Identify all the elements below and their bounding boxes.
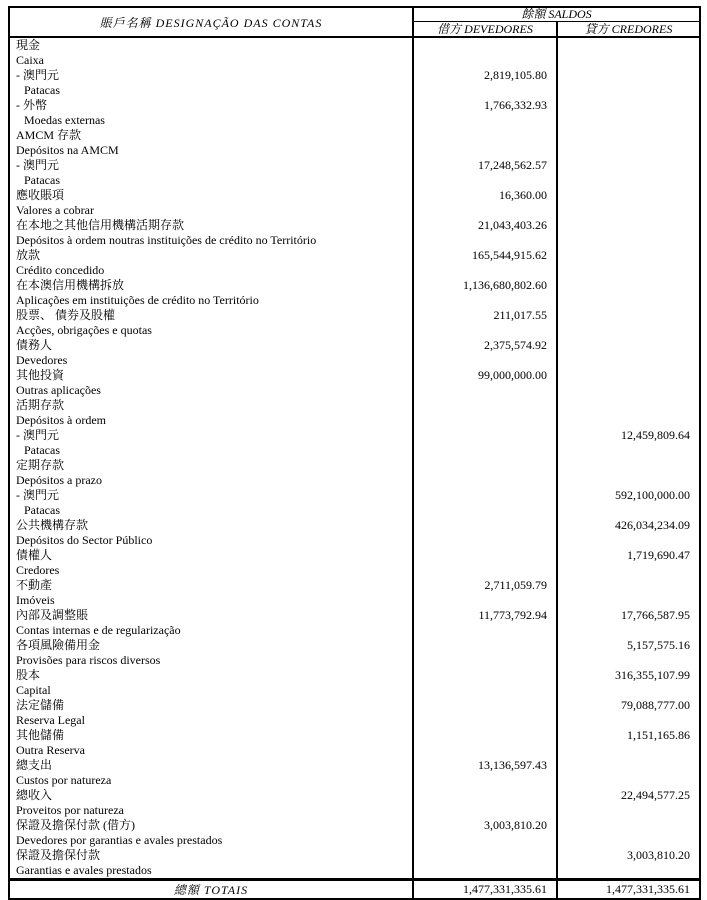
credit-amount-cell bbox=[557, 758, 700, 788]
account-name-zh: 法定儲備 bbox=[16, 698, 65, 712]
account-name-zh: - 澳門元 bbox=[16, 158, 59, 172]
account-name-zh: 應收賬項 bbox=[16, 188, 65, 202]
credit-amount-cell bbox=[557, 158, 700, 188]
debit-amount-cell bbox=[413, 428, 557, 458]
credit-amount-cell bbox=[557, 68, 700, 98]
account-row bbox=[9, 698, 700, 728]
account-name-zh: 定期存款 bbox=[16, 458, 65, 472]
col-header-credit: 貸方 CREDORES bbox=[584, 22, 673, 36]
account-row bbox=[9, 608, 700, 638]
account-name-pt: Acções, obrigações e quotas bbox=[16, 323, 152, 337]
account-name-pt: Devedores bbox=[16, 353, 68, 367]
account-name-cell bbox=[9, 458, 413, 488]
account-name-zh: 放款 bbox=[16, 248, 41, 262]
account-name-pt: Moedas externas bbox=[24, 113, 105, 127]
account-name-zh: - 澳門元 bbox=[16, 488, 59, 502]
account-name-zh: 債務人 bbox=[16, 338, 53, 352]
account-name-cell bbox=[9, 188, 413, 218]
credit-amount-cell bbox=[557, 278, 700, 308]
account-name-zh: 股本 bbox=[16, 668, 41, 682]
account-name-pt: Depósitos na AMCM bbox=[16, 143, 119, 157]
account-name-pt: Reserva Legal bbox=[16, 713, 85, 727]
account-row bbox=[9, 308, 700, 338]
account-name-pt: Patacas bbox=[24, 83, 60, 97]
credit-amount-cell bbox=[557, 248, 700, 278]
debit-amount-cell: 2,711,059.79 bbox=[413, 578, 557, 608]
account-name-cell bbox=[9, 218, 413, 248]
account-name-zh: 總支出 bbox=[16, 758, 53, 772]
debit-amount-cell bbox=[413, 848, 557, 880]
account-row bbox=[9, 728, 700, 758]
debit-amount-cell bbox=[413, 698, 557, 728]
account-row bbox=[9, 128, 700, 158]
account-name-pt: Devedores por garantias e avales prestados bbox=[16, 833, 223, 847]
debit-amount-cell: 13,136,597.43 bbox=[413, 758, 557, 788]
debit-amount-cell bbox=[413, 398, 557, 428]
account-name-cell bbox=[9, 668, 413, 698]
account-row bbox=[9, 37, 700, 68]
debit-amount-cell: 1,136,680,802.60 bbox=[413, 278, 557, 308]
account-name-zh: 公共機構存款 bbox=[16, 518, 89, 532]
account-name-zh: 不動產 bbox=[16, 578, 53, 592]
debit-amount-cell: 2,819,105.80 bbox=[413, 68, 557, 98]
account-row bbox=[9, 188, 700, 218]
credit-amount-cell bbox=[557, 398, 700, 428]
debit-amount-cell bbox=[413, 548, 557, 578]
debit-amount-cell: 3,003,810.20 bbox=[413, 818, 557, 848]
account-name-cell bbox=[9, 638, 413, 668]
credit-amount-cell bbox=[557, 578, 700, 608]
credit-amount-cell: 79,088,777.00 bbox=[621, 698, 690, 712]
account-name-pt: Outras aplicações bbox=[16, 383, 101, 397]
debit-amount-cell bbox=[413, 668, 557, 698]
account-row bbox=[9, 428, 700, 458]
account-name-cell bbox=[9, 37, 413, 68]
debit-amount-cell: 1,766,332.93 bbox=[413, 98, 557, 128]
account-name-cell bbox=[9, 728, 413, 758]
account-name-zh: - 澳門元 bbox=[16, 428, 59, 442]
debit-amount-cell bbox=[413, 37, 557, 68]
account-name-pt: Contas internas e de regularização bbox=[16, 623, 181, 637]
account-name-pt: Depósitos à ordem bbox=[16, 413, 106, 427]
debit-amount-cell bbox=[413, 488, 557, 518]
account-name-zh: 債權人 bbox=[16, 548, 53, 562]
account-row bbox=[9, 158, 700, 188]
credit-amount-cell: 316,355,107.99 bbox=[615, 668, 690, 682]
account-row bbox=[9, 368, 700, 398]
account-name-cell bbox=[9, 338, 413, 368]
account-name-cell bbox=[9, 488, 413, 518]
debit-amount-cell: 99,000,000.00 bbox=[413, 368, 557, 398]
account-row bbox=[9, 398, 700, 428]
credit-amount-cell bbox=[557, 458, 700, 488]
credit-amount-cell bbox=[557, 338, 700, 368]
account-row bbox=[9, 338, 700, 368]
credit-amount-cell: 22,494,577.25 bbox=[621, 788, 690, 802]
credit-amount-cell: 17,766,587.95 bbox=[621, 608, 690, 622]
account-name-zh: 在本地之其他信用機構活期存款 bbox=[16, 218, 185, 232]
credit-amount-cell bbox=[557, 98, 700, 128]
account-name-pt: Custos por natureza bbox=[16, 773, 112, 787]
account-name-cell bbox=[9, 818, 413, 848]
account-name-cell bbox=[9, 518, 413, 548]
credit-amount-cell: 592,100,000.00 bbox=[615, 488, 690, 502]
col-header-debit: 借方 DEVEDORES bbox=[413, 22, 557, 38]
account-row bbox=[9, 848, 700, 880]
account-name-cell bbox=[9, 278, 413, 308]
account-name-cell bbox=[9, 128, 413, 158]
account-name-zh: 保證及擔保付款 bbox=[16, 848, 101, 862]
account-name-pt: Imóveis bbox=[16, 593, 55, 607]
account-name-cell bbox=[9, 368, 413, 398]
account-name-cell bbox=[9, 788, 413, 818]
account-name-zh: 內部及調整賬 bbox=[16, 608, 89, 622]
debit-amount-cell: 21,043,403.26 bbox=[413, 218, 557, 248]
account-name-pt: Proveitos por natureza bbox=[16, 803, 124, 817]
account-row bbox=[9, 248, 700, 278]
account-name-pt: Patacas bbox=[24, 503, 60, 517]
credit-amount-cell bbox=[557, 818, 700, 848]
table-header bbox=[9, 7, 700, 37]
trial-balance-table bbox=[8, 6, 701, 900]
credit-amount-cell bbox=[557, 37, 700, 68]
account-name-cell bbox=[9, 308, 413, 338]
account-name-cell bbox=[9, 698, 413, 728]
account-name-zh: 活期存款 bbox=[16, 398, 65, 412]
account-name-pt: Credores bbox=[16, 563, 60, 577]
account-name-cell bbox=[9, 848, 413, 880]
table-body bbox=[9, 37, 700, 880]
col-header-accounts: 賬戶名稱 DESIGNAÇÃO DAS CONTAS bbox=[9, 7, 413, 37]
account-name-zh: 其他儲備 bbox=[16, 728, 65, 742]
account-row bbox=[9, 578, 700, 608]
account-row bbox=[9, 278, 700, 308]
account-row bbox=[9, 788, 700, 818]
credit-amount-cell bbox=[557, 308, 700, 338]
account-row bbox=[9, 758, 700, 788]
totals-debit: 1,477,331,335.61 bbox=[413, 880, 557, 900]
debit-amount-cell bbox=[413, 638, 557, 668]
debit-amount-cell: 11,773,792.94 bbox=[413, 608, 557, 638]
account-name-cell bbox=[9, 608, 413, 638]
totals-row bbox=[9, 880, 700, 900]
account-name-cell bbox=[9, 428, 413, 458]
account-name-zh: 其他投資 bbox=[16, 368, 65, 382]
account-name-pt: Depósitos à ordem noutras instituições de crédito no Território bbox=[16, 233, 317, 247]
account-name-zh: - 外幣 bbox=[16, 98, 47, 112]
account-name-cell bbox=[9, 578, 413, 608]
account-name-cell bbox=[9, 398, 413, 428]
credit-amount-cell bbox=[557, 218, 700, 248]
account-name-pt: Capital bbox=[16, 683, 51, 697]
credit-amount-cell bbox=[557, 368, 700, 398]
debit-amount-cell: 16,360.00 bbox=[413, 188, 557, 218]
totals-label: 總額 TOTAIS bbox=[9, 880, 413, 900]
credit-amount-cell: 12,459,809.64 bbox=[621, 428, 690, 442]
account-name-zh: AMCM 存款 bbox=[16, 128, 82, 142]
debit-amount-cell: 17,248,562.57 bbox=[413, 158, 557, 188]
debit-amount-cell bbox=[413, 128, 557, 158]
account-name-cell bbox=[9, 158, 413, 188]
account-name-zh: - 澳門元 bbox=[16, 68, 59, 82]
account-name-zh: 現金 bbox=[16, 38, 41, 52]
account-name-zh: 股票、 債券及股權 bbox=[16, 308, 116, 322]
debit-amount-cell bbox=[413, 788, 557, 818]
account-name-pt: Depósitos a prazo bbox=[16, 473, 102, 487]
debit-amount-cell: 165,544,915.62 bbox=[413, 248, 557, 278]
account-row bbox=[9, 68, 700, 98]
account-name-cell bbox=[9, 248, 413, 278]
credit-amount-cell: 1,151,165.86 bbox=[627, 728, 690, 742]
account-row bbox=[9, 458, 700, 488]
account-name-cell bbox=[9, 548, 413, 578]
credit-amount-cell: 3,003,810.20 bbox=[627, 848, 690, 862]
account-name-pt: Depósitos do Sector Público bbox=[16, 533, 153, 547]
account-name-pt: Aplicações em instituições de crédito no Território bbox=[16, 293, 259, 307]
account-name-cell bbox=[9, 758, 413, 788]
account-name-cell bbox=[9, 68, 413, 98]
col-header-balances: 餘額 SALDOS bbox=[413, 7, 700, 22]
credit-amount-cell bbox=[557, 128, 700, 158]
totals-credit: 1,477,331,335.61 bbox=[557, 880, 700, 900]
credit-amount-cell: 426,034,234.09 bbox=[615, 518, 690, 532]
account-name-pt: Patacas bbox=[24, 443, 60, 457]
account-row bbox=[9, 548, 700, 578]
debit-amount-cell: 2,375,574.92 bbox=[413, 338, 557, 368]
account-row bbox=[9, 488, 700, 518]
account-name-zh: 總收入 bbox=[16, 788, 53, 802]
account-row bbox=[9, 518, 700, 548]
account-row bbox=[9, 98, 700, 128]
table-footer bbox=[9, 880, 700, 900]
account-row bbox=[9, 638, 700, 668]
account-name-pt: Outra Reserva bbox=[16, 743, 85, 757]
account-name-pt: Garantias e avales prestados bbox=[16, 863, 152, 877]
credit-amount-cell: 5,157,575.16 bbox=[627, 638, 690, 652]
account-name-pt: Provisões para riscos diversos bbox=[16, 653, 161, 667]
credit-amount-cell bbox=[557, 188, 700, 218]
account-name-zh: 在本澳信用機構拆放 bbox=[16, 278, 125, 292]
account-name-pt: Patacas bbox=[24, 173, 60, 187]
debit-amount-cell bbox=[413, 458, 557, 488]
debit-amount-cell bbox=[413, 518, 557, 548]
account-name-zh: 各項風險備用金 bbox=[16, 638, 101, 652]
debit-amount-cell bbox=[413, 728, 557, 758]
account-row bbox=[9, 668, 700, 698]
credit-amount-cell: 1,719,690.47 bbox=[627, 548, 690, 562]
debit-amount-cell: 211,017.55 bbox=[413, 308, 557, 338]
account-name-cell bbox=[9, 98, 413, 128]
account-row bbox=[9, 818, 700, 848]
account-name-pt: Caixa bbox=[16, 53, 44, 67]
account-name-pt: Crédito concedido bbox=[16, 263, 105, 277]
account-name-pt: Valores a cobrar bbox=[16, 203, 94, 217]
account-row bbox=[9, 218, 700, 248]
account-name-zh: 保證及擔保付款 (借方) bbox=[16, 818, 135, 832]
